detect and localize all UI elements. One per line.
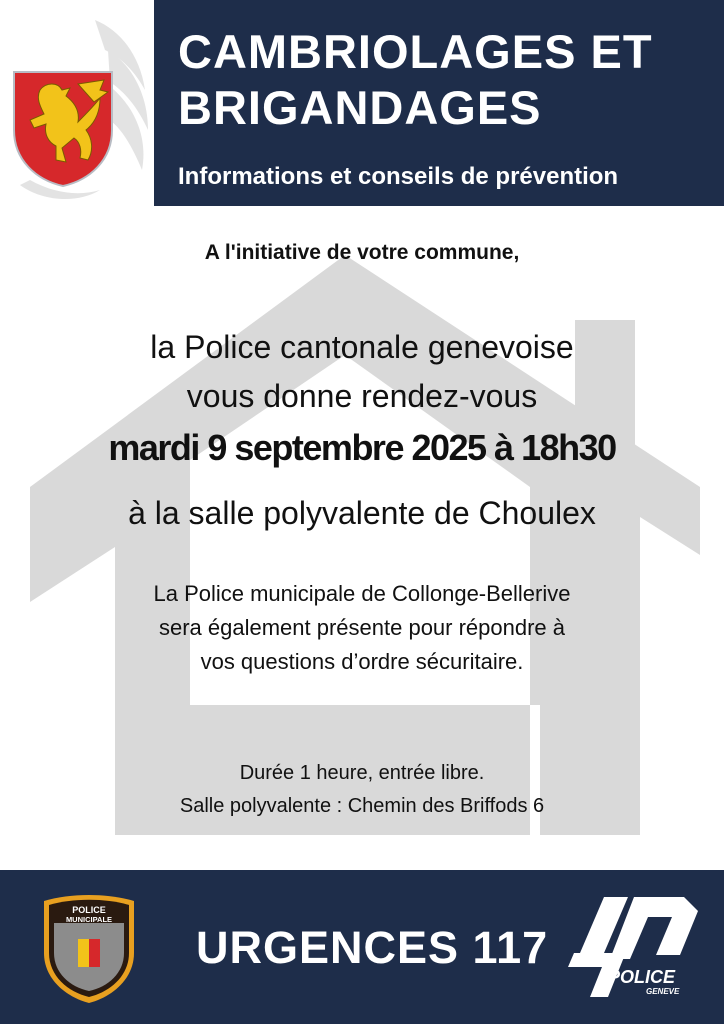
- rendezvous-line: vous donne rendez-vous: [186, 378, 538, 414]
- badge-text-top: POLICE: [72, 905, 106, 915]
- police-logo-subtext: GENEVE: [646, 987, 680, 996]
- intro-text: A l'initiative de votre commune,: [204, 241, 520, 264]
- event-venue: à la salle polyvalente de Choulex: [128, 495, 596, 531]
- paragraph-line-1: La Police municipale de Collonge-Bellerive: [153, 581, 571, 606]
- event-date: mardi 9 septembre 2025 à 18h30: [108, 427, 616, 468]
- page-subtitle: Informations et conseils de prévention: [178, 163, 619, 190]
- emergency-number: URGENCES 117: [196, 922, 549, 973]
- police-logo-text: POLICE: [608, 967, 676, 987]
- page-title: [178, 24, 653, 136]
- title-line-2: BRIGANDAGES: [178, 81, 542, 134]
- griffin-coat-of-arms-icon: [0, 10, 160, 206]
- badge-text-bottom: MUNICIPALE: [65, 915, 113, 924]
- organizer-line: la Police cantonale genevoise: [150, 329, 574, 365]
- police-geneve-logo-icon: [560, 893, 716, 1005]
- paragraph-line-2: sera également présente pour répondre à: [158, 615, 566, 640]
- duration-text: Durée 1 heure, entrée libre.: [239, 762, 485, 784]
- title-line-1: CAMBRIOLAGES ET: [178, 25, 653, 78]
- police-municipale-badge-icon: [40, 893, 138, 1005]
- address-text: Salle polyvalente : Chemin des Briffods 6: [179, 795, 545, 817]
- paragraph-line-3: vos questions d’ordre sécuritaire.: [200, 649, 524, 674]
